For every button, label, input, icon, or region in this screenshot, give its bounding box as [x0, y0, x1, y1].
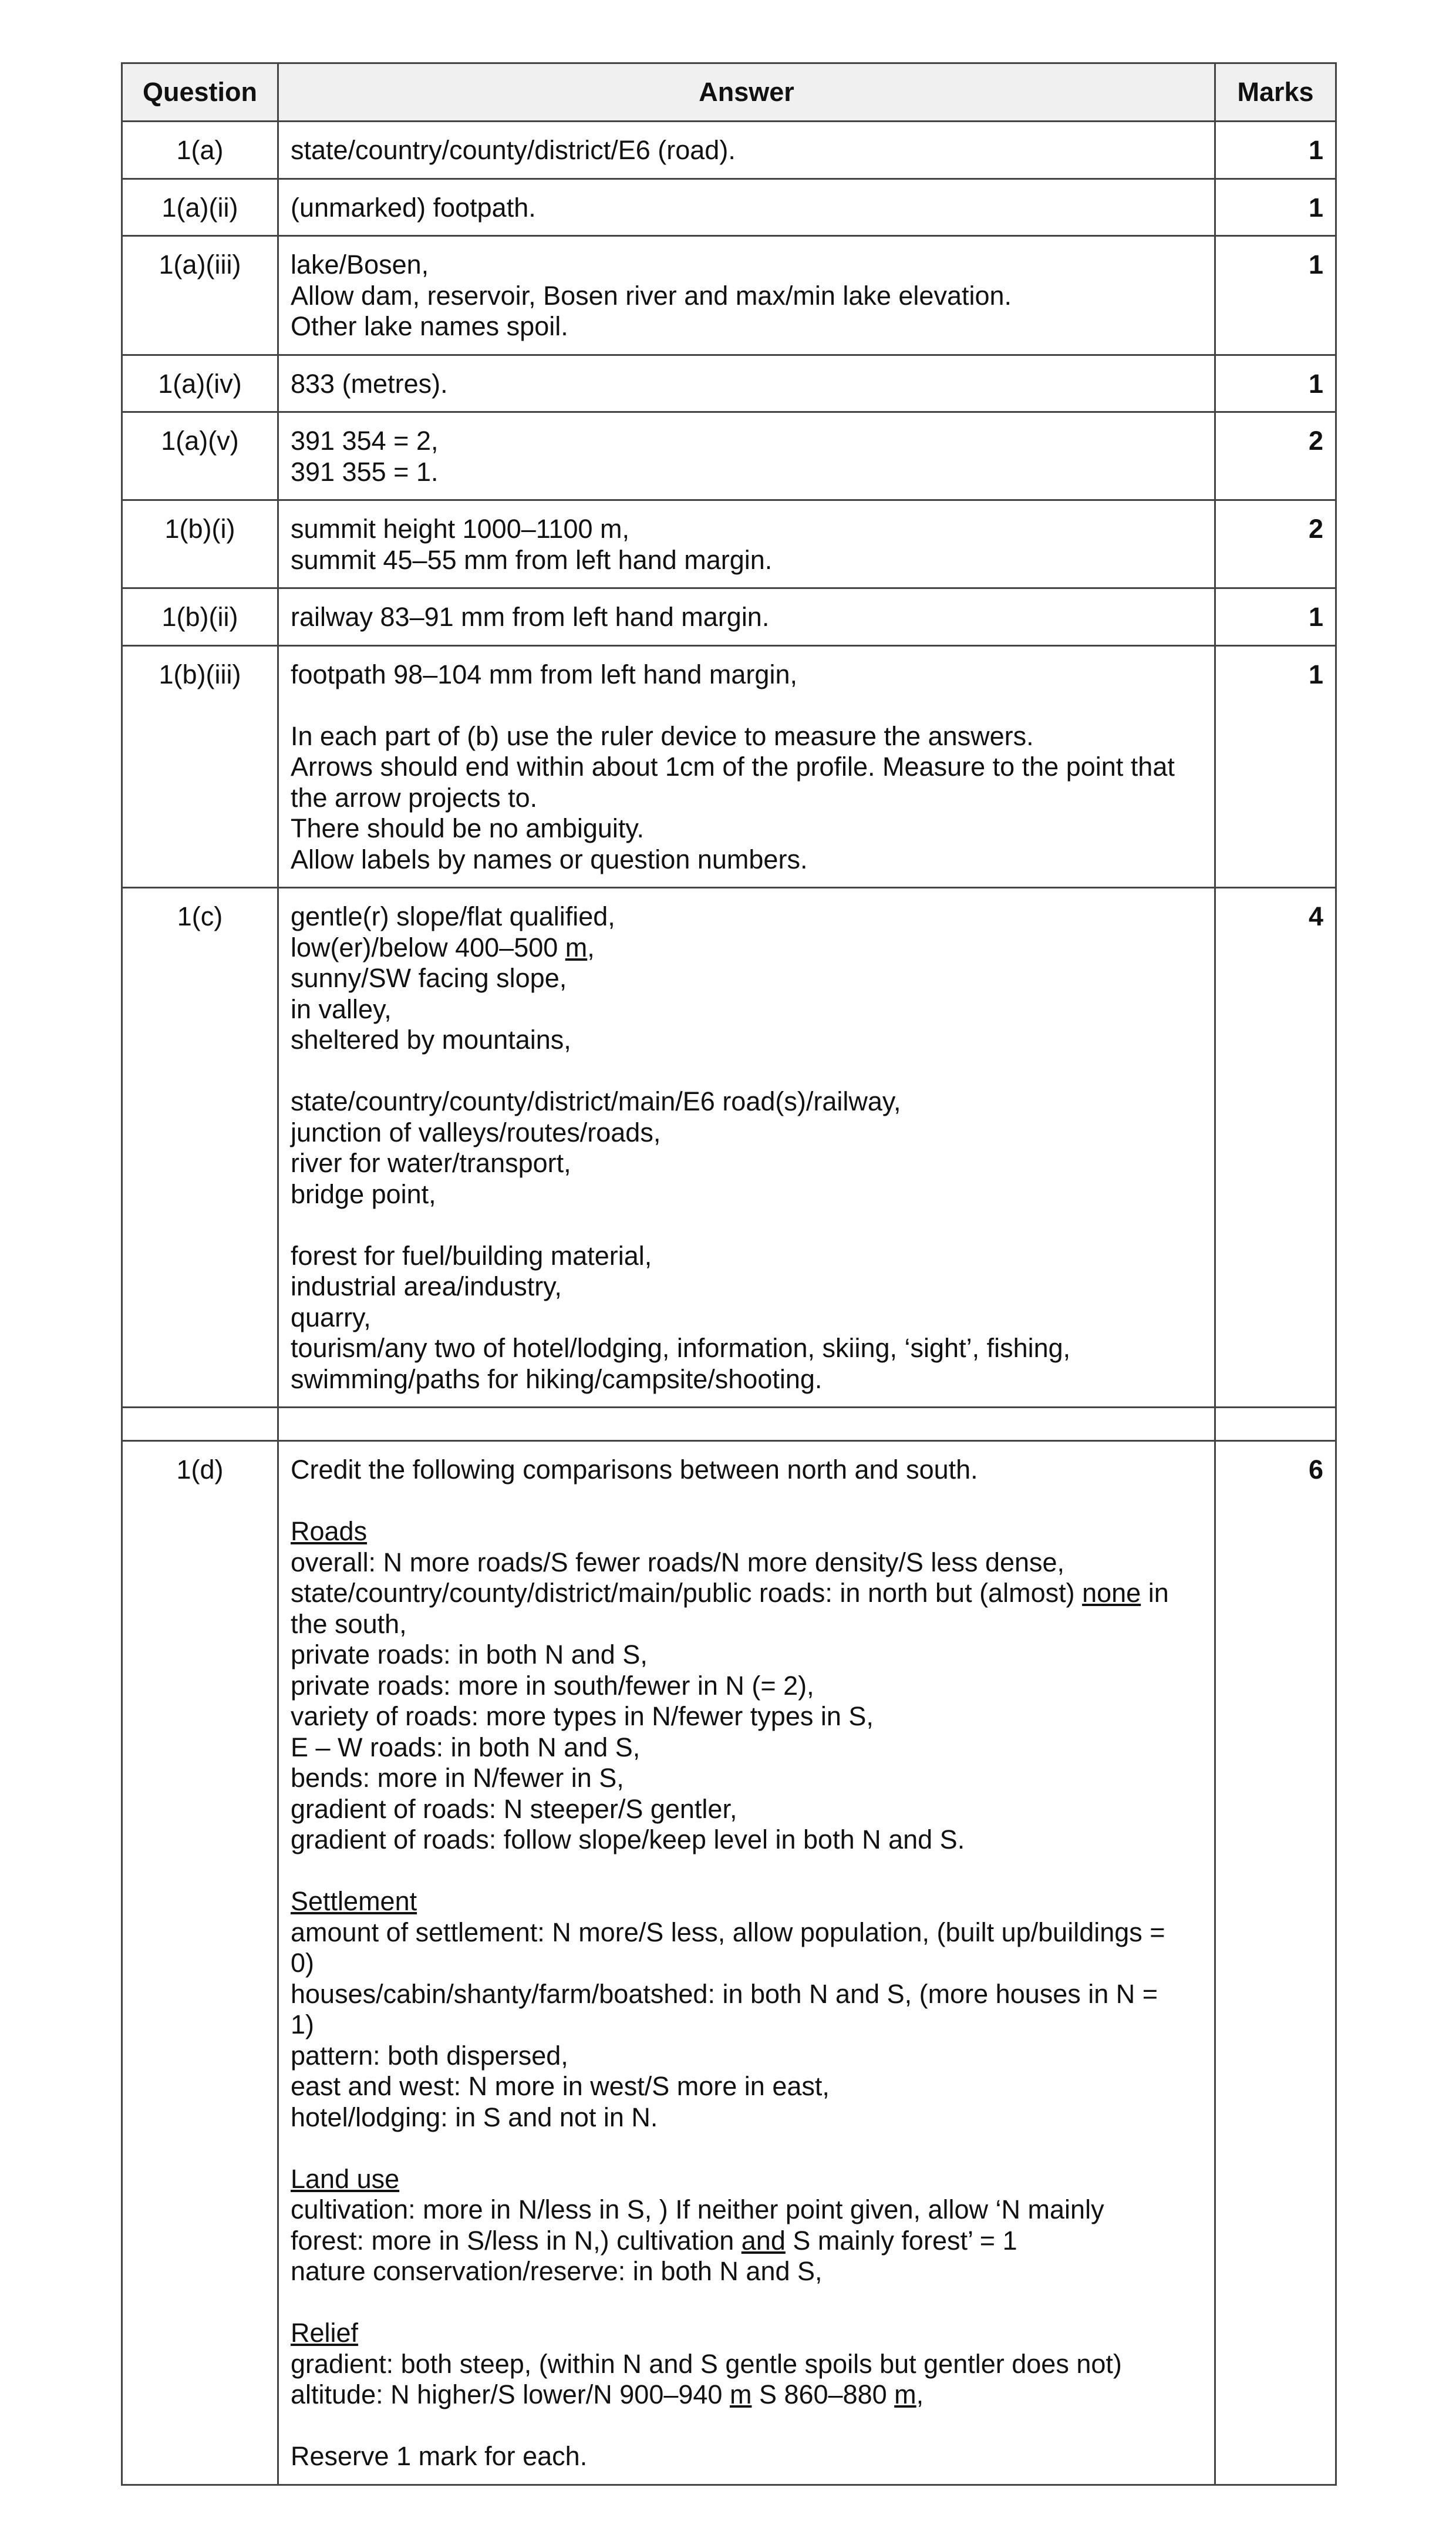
table-row: [122, 1441, 1336, 2485]
answer-line: [291, 2411, 1202, 2442]
answer-cell: [278, 500, 1215, 588]
answer-text: state/country/county/district/E6 (road).: [291, 135, 736, 165]
answer-line: [291, 1979, 1202, 2010]
answer-line: [291, 281, 1202, 312]
answer-line: [291, 901, 1202, 933]
answer-line: [291, 933, 1202, 964]
underlined-text: m: [729, 2379, 752, 2409]
answer-text: gradient of roads: N steeper/S gentler,: [291, 1793, 737, 1824]
answer-line: [291, 1763, 1202, 1794]
answer-line: [291, 1241, 1202, 1272]
marks-value: 1: [1215, 355, 1336, 412]
answer-text: altitude: N higher/S lower/N 900–940: [291, 2379, 730, 2409]
answer-text: quarry,: [291, 1302, 371, 1332]
answer-text: Allow dam, reservoir, Bosen river and max/min lake elevation.: [291, 280, 1012, 311]
answer-text: private roads: in both N and S,: [291, 1640, 648, 1669]
question-number: 1(d): [122, 1441, 278, 2485]
answer-line: [291, 2194, 1202, 2226]
table-row: [122, 888, 1336, 1408]
table-row: [122, 355, 1336, 412]
answer-line: [291, 1578, 1202, 1609]
answer-line: [291, 1455, 1202, 1486]
marks-value: 1: [1215, 179, 1336, 236]
answer-line: [291, 963, 1202, 994]
answer-line: [291, 1516, 1202, 1547]
answer-line: [291, 2256, 1202, 2287]
answer-text: gradient of roads: follow slope/keep level in both N and S.: [291, 1825, 965, 1854]
answer-line: [291, 514, 1202, 545]
answer-line: [291, 2379, 1202, 2411]
answer-text: in: [1141, 1578, 1169, 1608]
answer-text: 0): [291, 1948, 315, 1978]
answer-text: cultivation: more in N/less in S, ) If neither point given, allow ‘N mainly: [291, 2194, 1104, 2224]
answer-cell: [278, 412, 1215, 500]
answer-cell: [278, 179, 1215, 236]
answer-line: [291, 1056, 1202, 1087]
answer-line: [291, 1547, 1202, 1578]
answer-line: [291, 1856, 1202, 1887]
answer-line: [291, 2318, 1202, 2349]
answer-text: houses/cabin/shanty/farm/boatshed: in both N and S, (more houses in N =: [291, 1978, 1158, 2009]
table-row: [122, 122, 1336, 179]
answer-text: gradient: both steep, (within N and S gentle spoils but gentler does not): [291, 2348, 1122, 2379]
answer-line: [291, 659, 1202, 691]
answer-line: [291, 2071, 1202, 2102]
answer-text: state/country/county/district/main/E6 road(s)/railway,: [291, 1086, 901, 1116]
answer-line: [291, 844, 1202, 876]
marks-value: 1: [1215, 122, 1336, 179]
answer-line: [291, 1794, 1202, 1825]
answer-text: 833 (metres).: [291, 368, 448, 399]
answer-text: There should be no ambiguity.: [291, 813, 645, 843]
answer-cell: [278, 888, 1215, 1408]
underlined-text: Roads: [291, 1516, 368, 1546]
answer-line: [291, 1886, 1202, 1917]
answer-text: Other lake names spoil.: [291, 311, 568, 341]
question-number: 1(a): [122, 122, 278, 179]
marks-header: Marks: [1215, 63, 1336, 122]
answer-text: swimming/paths for hiking/campsite/shooting.: [291, 1364, 823, 1394]
answer-text: E – W roads: in both N and S,: [291, 1732, 641, 1762]
question-number: 1(c): [122, 888, 278, 1408]
separator-cell: [1215, 1408, 1336, 1441]
answer-line: [291, 813, 1202, 844]
answer-line: [291, 1486, 1202, 1517]
answer-text: lake/Bosen,: [291, 250, 429, 280]
table-row: [122, 500, 1336, 588]
question-number: 1(a)(v): [122, 412, 278, 500]
table-row: [122, 236, 1336, 355]
answer-line: [291, 690, 1202, 721]
answer-text: river for water/transport,: [291, 1148, 571, 1178]
marks-value: 2: [1215, 412, 1336, 500]
answer-line: [291, 1917, 1202, 1948]
marks-value: 1: [1215, 645, 1336, 888]
answer-line: [291, 2041, 1202, 2072]
answer-text: (unmarked) footpath.: [291, 192, 536, 223]
answer-cell: [278, 122, 1215, 179]
answer-text: forest: more in S/less in N,) cultivation: [291, 2225, 742, 2256]
answer-line: [291, 752, 1202, 783]
answer-text: variety of roads: more types in N/fewer types in S,: [291, 1701, 874, 1731]
underlined-text: Settlement: [291, 1886, 417, 1916]
marks-value: 1: [1215, 588, 1336, 646]
answer-text: pattern: both dispersed,: [291, 2040, 568, 2071]
answer-text: Arrows should end within about 1cm of the profile. Measure to the point that: [291, 752, 1175, 782]
answer-text: private roads: more in south/fewer in N (= 2),: [291, 1670, 814, 1701]
answer-text: tourism/any two of hotel/lodging, information, skiing, ‘sight’, fishing,: [291, 1333, 1071, 1363]
answer-line: [291, 1179, 1202, 1210]
answer-text: 391 355 = 1.: [291, 456, 439, 487]
answer-line: [291, 369, 1202, 400]
question-number: 1(a)(iv): [122, 355, 278, 412]
answer-text: the arrow projects to.: [291, 782, 538, 813]
answer-text: sheltered by mountains,: [291, 1025, 571, 1055]
underlined-text: m: [565, 932, 588, 962]
answer-line: [291, 1271, 1202, 1302]
answer-line: [291, 2009, 1202, 2041]
question-number: 1(b)(iii): [122, 645, 278, 888]
table-row: [122, 588, 1336, 646]
answer-text: the south,: [291, 1608, 407, 1639]
answer-line: [291, 1609, 1202, 1640]
answer-line: [291, 2133, 1202, 2164]
answer-text: In each part of (b) use the ruler device to measure the answers.: [291, 721, 1034, 751]
answer-text: Credit the following comparisons between north and south.: [291, 1455, 978, 1485]
answer-cell: [278, 236, 1215, 355]
answer-text: footpath 98–104 mm from left hand margin,: [291, 659, 797, 689]
answer-text: nature conservation/reserve: in both N and S,: [291, 2256, 823, 2286]
answer-line: [291, 426, 1202, 457]
answer-text: S mainly forest’ = 1: [785, 2225, 1017, 2256]
answer-line: [291, 1732, 1202, 1763]
answer-line: [291, 250, 1202, 281]
answer-cell: [278, 1441, 1215, 2485]
answer-cell: [278, 355, 1215, 412]
answer-line: [291, 1210, 1202, 1241]
header-row: [122, 63, 1336, 122]
answer-text: in valley,: [291, 994, 392, 1024]
answer-text: forest for fuel/building material,: [291, 1240, 652, 1271]
answer-text: bends: more in N/fewer in S,: [291, 1763, 624, 1793]
answer-line: [291, 602, 1202, 633]
separator-cell: [278, 1408, 1215, 1441]
answer-cell: [278, 588, 1215, 646]
underlined-text: and: [741, 2225, 786, 2256]
table-body: [122, 122, 1336, 2485]
question-number: 1(a)(ii): [122, 179, 278, 236]
answer-line: [291, 1948, 1202, 1979]
answer-line: [291, 545, 1202, 576]
answer-line: [291, 1671, 1202, 1702]
marks-value: 6: [1215, 1441, 1336, 2485]
answer-line: [291, 2349, 1202, 2380]
answer-line: [291, 2226, 1202, 2257]
answer-text: amount of settlement: N more/S less, allow population, (built up/buildings =: [291, 1917, 1165, 1947]
answer-line: [291, 783, 1202, 814]
answer-line: [291, 135, 1202, 166]
marks-value: 1: [1215, 236, 1336, 355]
mark-scheme-table: [121, 62, 1337, 2486]
answer-line: [291, 1148, 1202, 1179]
answer-text: sunny/SW facing slope,: [291, 963, 567, 993]
marks-value: 4: [1215, 888, 1336, 1408]
answer-text: east and west: N more in west/S more in east,: [291, 2071, 830, 2101]
answer-text: Allow labels by names or question numbers.: [291, 844, 808, 874]
answer-line: [291, 1025, 1202, 1056]
answer-text: summit height 1000–1100 m,: [291, 514, 630, 544]
row-separator: [122, 1408, 1336, 1441]
answer-line: [291, 1302, 1202, 1334]
answer-text: 1): [291, 2009, 315, 2039]
answer-text: state/country/county/district/main/public roads: in north but (almost): [291, 1578, 1083, 1608]
answer-text: S 860–880: [751, 2379, 895, 2409]
answer-line: [291, 721, 1202, 752]
answer-line: [291, 311, 1202, 342]
answer-text: gentle(r) slope/flat qualified,: [291, 901, 615, 931]
underlined-text: Relief: [291, 2318, 359, 2348]
underlined-text: none: [1082, 1578, 1141, 1608]
answer-line: [291, 1640, 1202, 1671]
question-number: 1(b)(i): [122, 500, 278, 588]
answer-text: bridge point,: [291, 1179, 436, 1209]
answer-line: [291, 1333, 1202, 1364]
question-number: 1(b)(ii): [122, 588, 278, 646]
table-row: [122, 179, 1336, 236]
answer-line: [291, 1364, 1202, 1395]
answer-line: [291, 2164, 1202, 2195]
answer-text: industrial area/industry,: [291, 1271, 562, 1301]
table-row: [122, 645, 1336, 888]
answer-cell: [278, 645, 1215, 888]
answer-line: [291, 2102, 1202, 2133]
answer-text: ,: [916, 2379, 924, 2409]
answer-line: [291, 1701, 1202, 1732]
question-number: 1(a)(iii): [122, 236, 278, 355]
underlined-text: Land use: [291, 2163, 400, 2194]
answer-text: junction of valleys/routes/roads,: [291, 1117, 661, 1147]
underlined-text: m: [894, 2379, 916, 2409]
separator-cell: [122, 1408, 278, 1441]
answer-text: summit 45–55 mm from left hand margin.: [291, 544, 773, 575]
answer-line: [291, 1117, 1202, 1149]
answer-text: ,: [587, 932, 595, 962]
answer-text: hotel/lodging: in S and not in N.: [291, 2102, 658, 2132]
answer-text: overall: N more roads/S fewer roads/N more density/S less dense,: [291, 1547, 1065, 1577]
answer-line: [291, 994, 1202, 1025]
answer-line: [291, 457, 1202, 488]
answer-line: [291, 1086, 1202, 1117]
question-header: Question: [122, 63, 278, 122]
answer-text: 391 354 = 2,: [291, 426, 439, 456]
marks-value: 2: [1215, 500, 1336, 588]
answer-text: railway 83–91 mm from left hand margin.: [291, 602, 770, 632]
answer-line: [291, 1825, 1202, 1856]
answer-text: low(er)/below 400–500: [291, 932, 565, 962]
answer-line: [291, 2287, 1202, 2318]
answer-line: [291, 2441, 1202, 2472]
table-row: [122, 412, 1336, 500]
answer-text: Reserve 1 mark for each.: [291, 2441, 588, 2471]
answer-line: [291, 193, 1202, 224]
answer-header: Answer: [278, 63, 1215, 122]
